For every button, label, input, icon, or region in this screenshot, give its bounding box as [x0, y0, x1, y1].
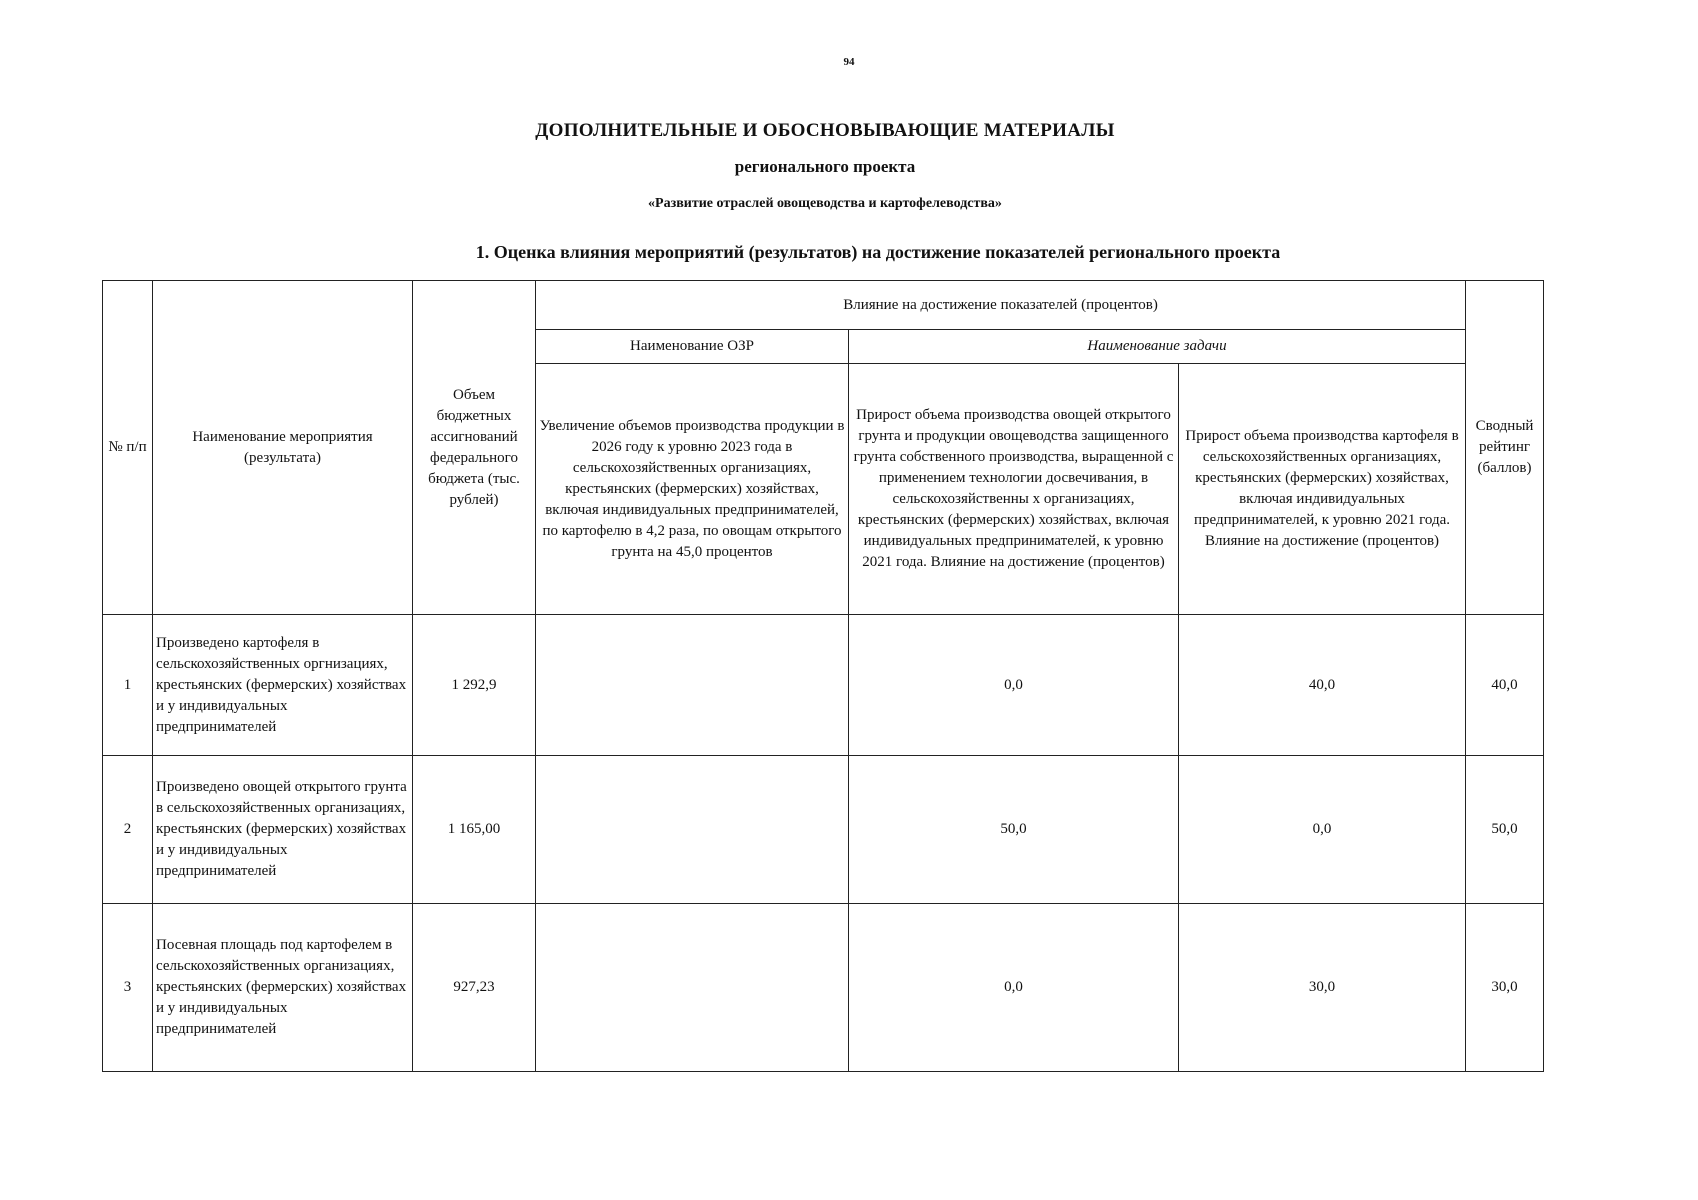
row-num: 1	[103, 615, 153, 756]
header-num: № п/п	[103, 281, 153, 615]
header-event-name: Наименование мероприятия (результата)	[153, 281, 413, 615]
row-rating: 30,0	[1466, 904, 1544, 1072]
header-budget: Объем бюджетных ассигнований федерального бюджета (тыс. рублей)	[413, 281, 536, 615]
row-event: Произведено овощей открытого грунта в сельскохозяйственных организациях, крестьянских (фермерских) хозяйствах и у индивидуальных предпринимателей	[153, 756, 413, 904]
header-rating: Сводный рейтинг (баллов)	[1466, 281, 1544, 615]
header-indicator-1: Увеличение объемов производства продукции в 2026 году к уровню 2023 года в сельскохозяйственных организациях, крестьянских (фермерских) хозяйствах, включая индивидуальных предпринимателей, по картофелю в 4,2 раза, по овощам открытого грунта на 45,0 процентов	[536, 364, 849, 615]
row-rating: 40,0	[1466, 615, 1544, 756]
document-subtitle: регионального проекта	[734, 157, 916, 176]
project-name: «Развитие отраслей овощеводства и картофелеводства»	[648, 196, 1002, 211]
row-indicator-1	[536, 904, 849, 1072]
page-number: 94	[843, 56, 855, 68]
row-budget: 1 292,9	[413, 615, 536, 756]
header-row-1	[103, 281, 1544, 330]
header-indicator-2: Прирост объема производства овощей открытого грунта и продукции овощеводства защищенного грунта собственного производства, выращенной с применением технологии досвечивания, в сельскохозяйственны х организациях, крестьянских (фермерских) хозяйствах, включая индивидуальных предпринимателей, к уровню 2021 года. Влияние на достижение (процентов)	[849, 364, 1179, 615]
row-indicator-3: 30,0	[1179, 904, 1466, 1072]
row-indicator-1	[536, 615, 849, 756]
document-title: ДОПОЛНИТЕЛЬНЫЕ И ОБОСНОВЫВАЮЩИЕ МАТЕРИАЛЫ	[535, 120, 1115, 141]
row-indicator-2: 0,0	[849, 904, 1179, 1072]
header-ozr-name: Наименование ОЗР	[536, 330, 849, 364]
influence-table	[102, 280, 1544, 1072]
row-rating: 50,0	[1466, 756, 1544, 904]
header-task-name: Наименование задачи	[849, 330, 1466, 364]
row-indicator-1	[536, 756, 849, 904]
row-event: Произведено картофеля в сельскохозяйственных оргнизациях, крестьянских (фермерских) хозяйствах и у индивидуальных предпринимателей	[153, 615, 413, 756]
row-indicator-3: 0,0	[1179, 756, 1466, 904]
row-indicator-3: 40,0	[1179, 615, 1466, 756]
table-row	[103, 615, 1544, 756]
row-indicator-2: 0,0	[849, 615, 1179, 756]
row-event: Посевная площадь под картофелем в сельскохозяйственных организациях, крестьянских (фермерских) хозяйствах и у индивидуальных предпринимателей	[153, 904, 413, 1072]
row-indicator-2: 50,0	[849, 756, 1179, 904]
row-num: 2	[103, 756, 153, 904]
row-num: 3	[103, 904, 153, 1072]
row-budget: 1 165,00	[413, 756, 536, 904]
table-row	[103, 756, 1544, 904]
header-influence-group: Влияние на достижение показателей (процентов)	[536, 281, 1466, 330]
section-heading: 1. Оценка влияния мероприятий (результатов) на достижение показателей регионального проекта	[475, 242, 1281, 262]
header-indicator-3: Прирост объема производства картофеля в сельскохозяйственных организациях, крестьянских (фермерских) хозяйствах, включая индивидуальных предпринимателей, к уровню 2021 года. Влияние на достижение (процентов)	[1179, 364, 1466, 615]
table-row	[103, 904, 1544, 1072]
row-budget: 927,23	[413, 904, 536, 1072]
